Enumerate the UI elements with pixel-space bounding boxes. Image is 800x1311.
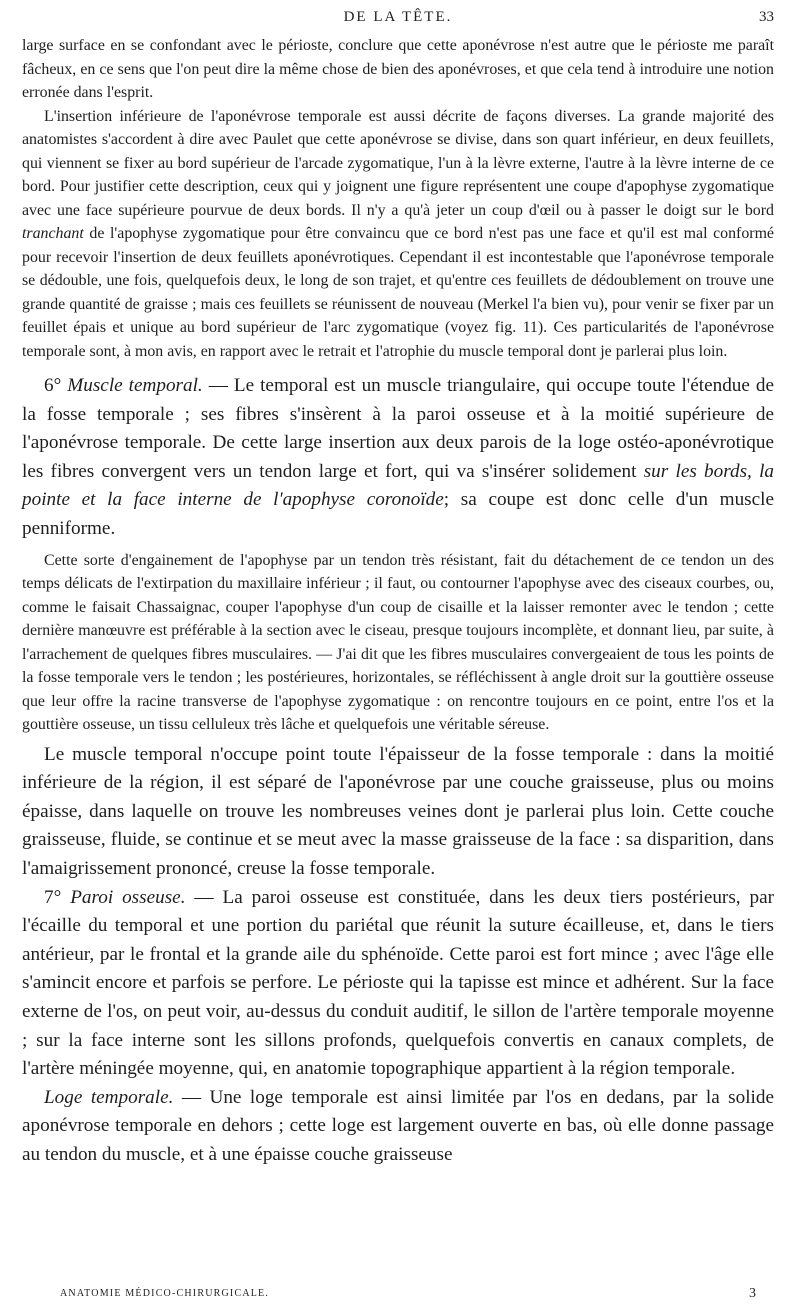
paragraph-engainement: Cette sorte d'engainement de l'apophyse par un tendon très résistant, fait du détachement de ce tendon un des temps délicats de l'extirpation du maxillaire inférieur ; il faut, ou contourner l'apophyse avec des ciseaux courbes, ou, comme le faisait Chassaignac, couper l'apophyse d'un coup de cisaille et la laisser remonter avec le tendon ; cette dernière manœuvre est préférable à la section avec le ciseau, presque toujours incomplète, et donnant lieu, par suite, à l'arrachement de quelques fibres musculaires. — J'ai dit que les fibres musculaires convergeaient de tous les points de la fosse temporale vers le tendon ; les postérieures, horizontales, se réfléchissent à angle droit sur la gouttière osseuse que leur offre la racine transverse de l'apophyse zygomatique : on rencontre toujours en ce point, entre l'os et la gouttière osseuse, un tissu celluleux très lâche et quelquefois une véritable séreuse. (22, 551, 774, 734)
section-loge-temporale (22, 1084, 774, 1170)
paragraph-aponevrose-continuation: large surface en se confondant avec le périoste, conclure que cette aponévrose n'est autre que le périoste me paraît fâcheux, en ce sens que l'on peut dire la même chose de bien des aponévroses, et que cela tend à introduire une notion erronée dans l'esprit. (22, 37, 774, 101)
running-head (22, 0, 774, 34)
emphasis-apophyse: sur les bords, la pointe et la face interne de l'apophyse coronoïde (22, 460, 775, 511)
section-number: 7° (44, 886, 62, 908)
paragraph-text: de l'apophyse zygomatique pour être convaincu que ce bord n'est pas une face et qu'il est mal conformé pour recevoir l'insertion de deux feuillets aponévrotiques. Cependant il est incontestable que l'aponévrose temporale se dédouble, une fois, quelquefois deux, le long de son trajet, et qu'entre ces feuillets de dédoublement on trouve une grande quantité de graisse ; mais ces feuillets se réunissent de nouveau (Merkel l'a bien vu), pour venir se fixer par un feuillet épais et unique au bord supérieur de l'arc zygomatique (voyez fig. 11). Ces particularités de l'aponévrose temporale sont, à mon avis, en rapport avec le retrait et l'atrophie du muscle temporal dont je parlerai plus loin. (22, 225, 774, 360)
page-footer (60, 1288, 774, 1304)
book-page (22, 0, 774, 1311)
section-number: 6° (44, 375, 62, 396)
emphasis-tranchant: tranchant (22, 225, 84, 242)
section-heading: Loge temporale. (44, 1086, 174, 1108)
footer-book-title: ANATOMIE MÉDICO-CHIRURGICALE. (60, 1288, 270, 1299)
running-title: DE LA TÊTE. (343, 9, 453, 25)
section-paroi-osseuse (22, 884, 774, 1084)
paragraph-text: ; sa coupe est donc celle d'un muscle penniforme. (22, 489, 774, 539)
paragraph-couche-graisseuse: Le muscle temporal n'occupe point toute l'épaisseur de la fosse temporale : dans la moitié inférieure de la région, il est séparé de l'aponévrose par une couche graisseuse, plus ou moins épaisse, dans laquelle on trouve les nombreuses veines dont je parlerai plus loin. Cette couche graisseuse, fluide, se continue et se meut avec la masse graisseuse de la face : sa disparition, dans l'amaigrissement prononcé, creuse la fosse temporale. (22, 743, 774, 879)
paragraph-text: L'insertion inférieure de l'aponévrose temporale est aussi décrite de façons diverses. La grande majorité des anatomistes s'accordent à dire avec Paulet que cette aponévrose se divise, dans son quart inférieur, en deux feuillets, qui viennent se fixer au bord supérieur de l'arcade zygomatique, l'un à la lèvre externe, l'autre à la lèvre interne de ce bord. Pour justifier cette description, ceux qui y joignent une figure représentent une coupe d'apophyse zygomatique avec une face supérieure pourvue de deux bords. Il n'y a qu'à jeter un coup d'œil ou à passer le doigt sur le bord (22, 107, 774, 219)
section-heading: Muscle temporal. (67, 375, 203, 396)
paragraph-text: — Une loge temporale est ainsi limitée par l'os en dedans, par la solide aponévrose temporale en dehors ; cette loge est largement ouverte en bas, où elle donne passage au tendon du muscle, et à une épaisse couche graisseuse (22, 1086, 774, 1165)
section-muscle-temporal (22, 372, 774, 544)
paragraph-insertion-inferieure (22, 105, 774, 364)
section-heading: Paroi osseuse. (70, 886, 186, 908)
page-number: 33 (759, 9, 774, 25)
paragraph-text: — La paroi osseuse est constituée, dans les deux tiers postérieurs, par l'écaille du temporal et une portion du pariétal que réunit la suture écailleuse, et, dans le tiers antérieur, par le frontal et la grande aile du sphénoïde. Cette paroi est fort mince ; avec l'âge elle s'amincit encore et parfois se perfore. Le périoste qui la tapisse est mince et adhérent. Sur la face externe de l'os, on peut voir, au-dessus du conduit auditif, le sillon de l'artère temporale moyenne ; sur la face interne sont les sillons profonds, quelquefois convertis en canaux complets, de l'artère méningée moyenne, qui, en anatomie topographique appartient à la région temporale. (22, 886, 774, 1080)
footer-signature-mark: 3 (749, 1286, 756, 1301)
paragraph-text: — Le temporal est un muscle triangulaire, qui occupe toute l'étendue de la fosse temporale ; ses fibres s'insèrent à la paroi osseuse et à la moitié supérieure de l'aponévrose temporale. De cette large insertion aux deux parois de la loge ostéo-aponévrotique les fibres convergent vers un tendon large et fort, qui va s'insérer solidement (22, 375, 774, 482)
